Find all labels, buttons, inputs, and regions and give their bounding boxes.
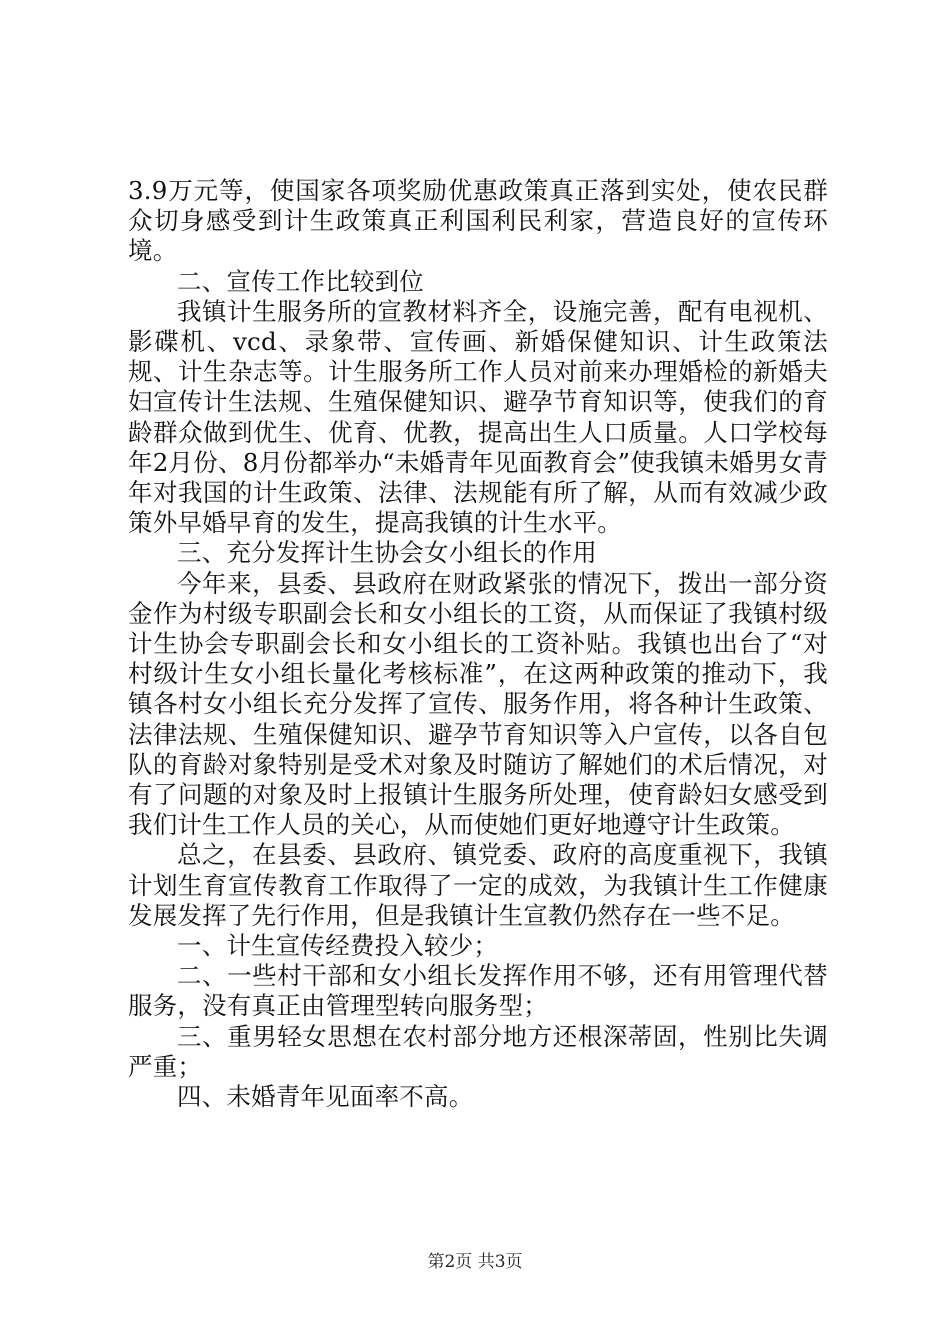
list-item-shortcoming-4: 四、未婚青年见面率不高。 (177, 1082, 474, 1112)
list-item-shortcoming-1: 一、计生宣传经费投入较少； (177, 931, 499, 961)
page-number-footer: 第2页 共3页 (427, 1252, 523, 1272)
section-heading-2: 二、宣传工作比较到位 (177, 266, 424, 296)
paragraph-continuation: 3.9万元等，使国家各项奖励优惠政策真正落到实处，使农民群众切身感受到计生政策真正利国利民利家，营造良好的宣传环境。 (128, 176, 828, 266)
paragraph-publicity-materials: 我镇计生服务所的宣教材料齐全，设施完善，配有电视机、影碟机、vcd、录象带、宣传画、新婚保健知识、计生政策法规、计生杂志等。计生服务所工作人员对前来办理婚检的新婚夫妇宣传计生法规、生殖保健知识、避孕节育知识等，使我们的育龄群众做到优生、优育、优教，提高出生人口质量。人口学校每年2月份、8月份都举办“未婚青年见面教育会”使我镇未婚男女青年对我国的计生政策、法律、法规能有所了解，从而有效减少政策外早婚早育的发生，提高我镇的计生水平。 (128, 296, 828, 538)
list-item-shortcoming-3: 三、重男轻女思想在农村部分地方还根深蒂固，性别比失调严重； (128, 1021, 828, 1081)
document-body (128, 176, 828, 1112)
paragraph-summary: 总之，在县委、县政府、镇党委、政府的高度重视下，我镇计划生育宣传教育工作取得了一定的成效，为我镇计生工作健康发展发挥了先行作用，但是我镇计生宣教仍然存在一些不足。 (128, 840, 828, 930)
list-item-shortcoming-2: 二、一些村干部和女小组长发挥作用不够，还有用管理代替服务，没有真正由管理型转向服务型； (128, 961, 828, 1021)
section-heading-3: 三、充分发挥计生协会女小组长的作用 (177, 538, 597, 568)
paragraph-group-leaders: 今年来，县委、县政府在财政紧张的情况下，拨出一部分资金作为村级专职副会长和女小组长的工资，从而保证了我镇村级计生协会专职副会长和女小组长的工资补贴。我镇也出台了“对村级计生女小组长量化考核标准”，在这两种政策的推动下，我镇各村女小组长充分发挥了宣传、服务作用，将各种计生政策、法律法规、生殖保健知识、避孕节育知识等入户宣传，以各自包队的育龄对象特别是受术对象及时随访了解她们的术后情况，对有了问题的对象及时上报镇计生服务所处理，使育龄妇女感受到我们计生工作人员的关心，从而使她们更好地遵守计生政策。 (128, 568, 828, 840)
